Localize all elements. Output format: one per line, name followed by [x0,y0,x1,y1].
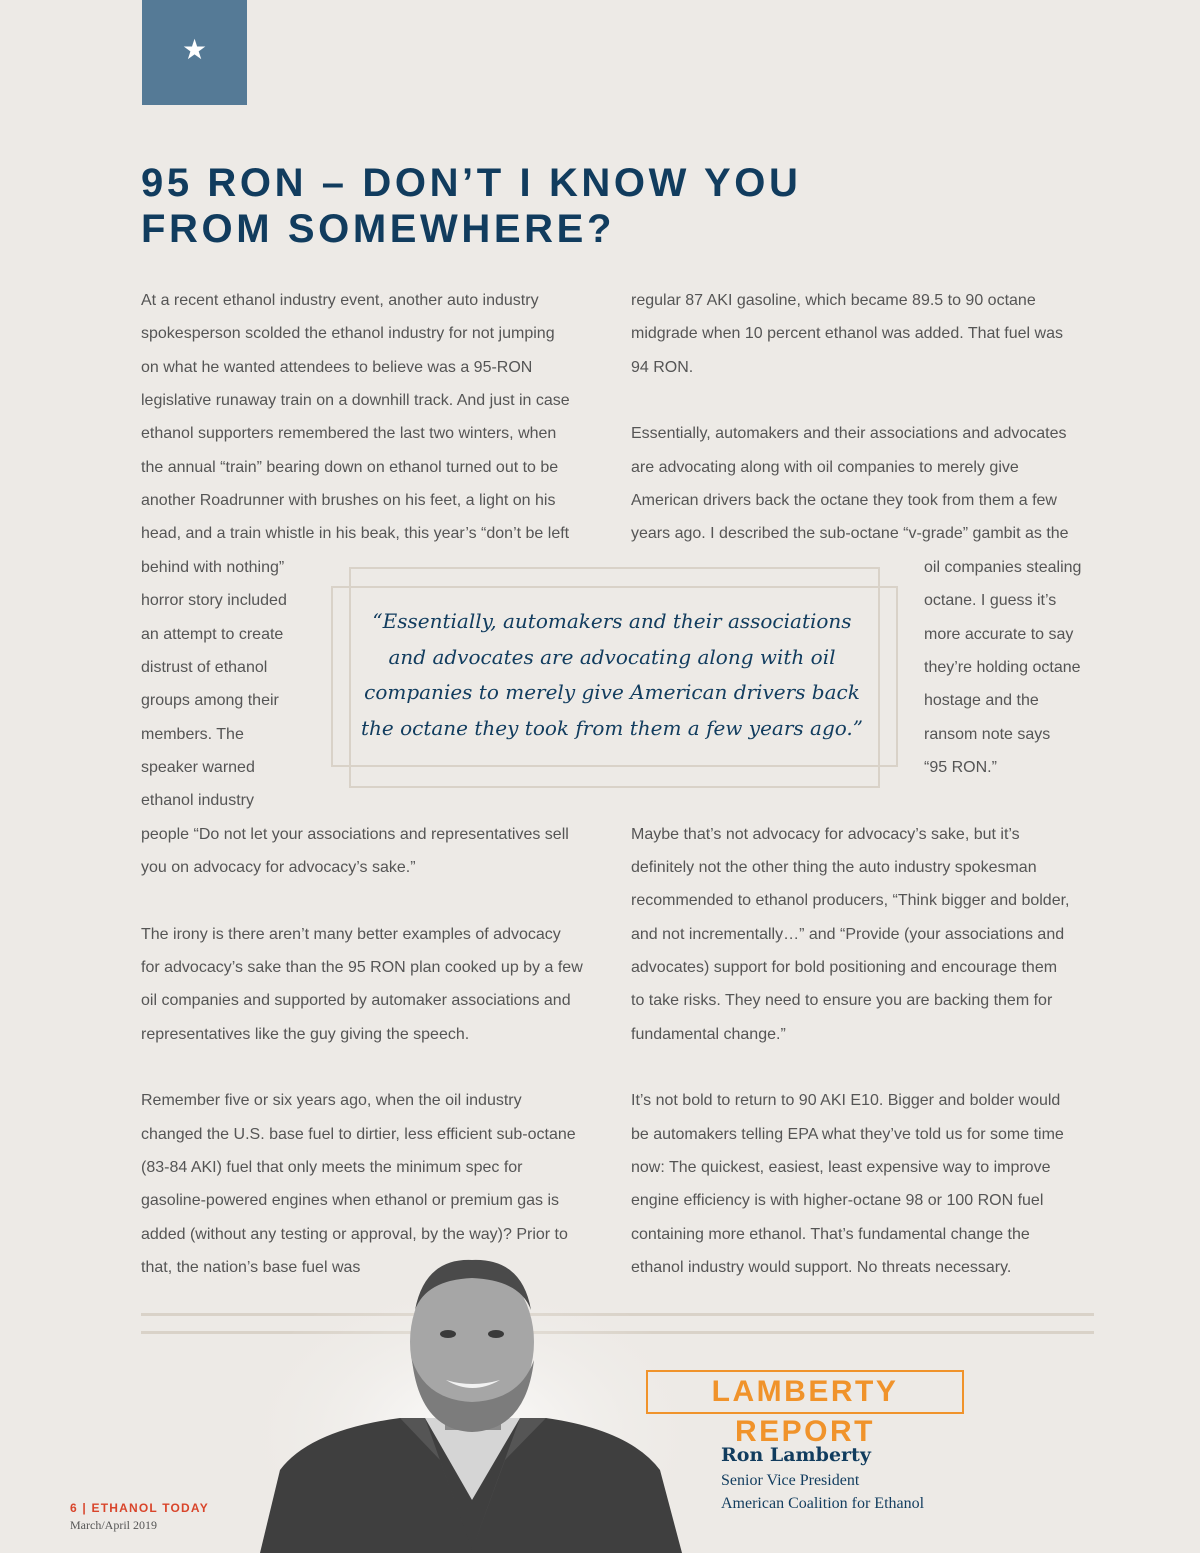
body-line: hostage and the [924,692,1039,710]
column-label-box [646,1370,964,1448]
author-name: Ron Lamberty [721,1444,871,1466]
body-line: to take risks. They need to ensure you are backing them for [631,992,1053,1010]
body-line: definitely not the other thing the auto industry spokesman [631,858,1037,876]
body-line: At a recent ethanol industry event, another auto industry [141,292,539,309]
body-line: oil companies stealing [924,558,1082,576]
body-line: for advocacy’s sake than the 95 RON plan cooked up by a few [141,959,583,976]
body-line: Essentially, automakers and their associations and advocates [631,425,1067,443]
pull-quote: “Essentially, automakers and their associations and advocates are advocating along with oil companies to merely give American drivers back the octane they took from them a few years ago.” [360,609,864,740]
body-line: ethanol industry [141,792,254,810]
body-line: on what he wanted attendees to believe was a 95-RON [141,358,533,376]
body-line: It’s not bold to return to 90 AKI E10. Bigger and bolder would [631,1092,1061,1110]
body-line: Maybe that’s not advocacy for advocacy’s sake, but it’s [631,825,1020,843]
star-icon: ★ [181,33,208,66]
body-line: midgrade when 10 percent ethanol was added. That fuel was [631,325,1063,343]
section-badge [142,0,247,105]
body-line: recommended to ethanol producers, “Think bigger and bolder, [631,892,1070,910]
body-line: gasoline-powered engines when ethanol or premium gas is [141,1192,560,1210]
body-line: people “Do not let your associations and representatives sell [141,825,569,843]
body-line: another Roadrunner with brushes on his feet, a light on his [141,492,556,510]
body-line: ethanol industry would support. No threats necessary. [631,1259,1012,1277]
body-line: engine efficiency is with higher-octane 98 or 100 RON fuel [631,1192,1044,1210]
body-line: you on advocacy for advocacy’s sake.” [141,858,416,876]
body-line: ransom note says [924,725,1051,743]
column-label: LAMBERTY REPORT [711,1375,899,1448]
author-photo [250,1250,698,1553]
body-line: groups among their [141,692,279,710]
body-line: advocates) support for bold positioning and encourage them [631,959,1058,976]
body-line: they’re holding octane [924,658,1081,676]
body-line: spokesperson scolded the ethanol industry for not jumping [141,325,555,343]
body-line: and not incrementally…” and “Provide (your associations and [631,925,1065,943]
body-line: (83-84 AKI) fuel that only meets the minimum spec for [141,1159,523,1177]
body-line: an attempt to create [141,625,284,643]
body-line: fundamental change.” [631,1025,786,1043]
body-line: legislative runaway train on a downhill track. And just in case [141,392,570,410]
body-line: regular 87 AKI gasoline, which became 89.5 to 90 octane [631,292,1036,309]
body-line: behind with nothing” [141,558,285,576]
author-role: Senior Vice President [721,1472,860,1489]
body-line: added (without any testing or approval, by the way)? Prior to [141,1225,568,1243]
body-line: 94 RON. [631,358,694,376]
page-folio: 6 | ETHANOL TODAY [70,1501,209,1515]
body-line: changed the U.S. base fuel to dirtier, less efficient sub-octane [141,1125,576,1143]
body-line: members. The [141,725,244,743]
body-line: American drivers back the octane they took from them a few [631,492,1057,510]
body-line: more accurate to say [924,625,1074,643]
body-line: years ago. I described the sub-octane “v-grade” gambit as the [631,525,1069,543]
body-line: now: The quickest, easiest, least expensive way to improve [631,1159,1051,1177]
body-line: oil companies and supported by automaker associations and [141,992,571,1010]
body-line: The irony is there aren’t many better examples of advocacy [141,925,561,943]
body-line: horror story included [141,592,287,610]
issue-date: March/April 2019 [70,1518,157,1532]
author-org: American Coalition for Ethanol [721,1495,925,1512]
body-line: are advocating along with oil companies to merely give [631,458,1019,476]
body-line: octane. I guess it’s [924,592,1057,610]
body-line: the annual “train” bearing down on ethanol turned out to be [141,458,559,476]
body-line: head, and a train whistle in his beak, this year’s “don’t be left [141,525,570,543]
body-line: “95 RON.” [924,758,997,776]
body-line: distrust of ethanol [141,658,268,676]
body-line: ethanol supporters remembered the last two winters, when [141,425,557,443]
body-line: representatives like the guy giving the speech. [141,1025,470,1043]
body-line: be automakers telling EPA what they’ve told us for some time [631,1125,1064,1143]
body-line: containing more ethanol. That’s fundamental change the [631,1225,1030,1243]
body-line: Remember five or six years ago, when the oil industry [141,1092,522,1110]
body-line: that, the nation’s base fuel was [141,1259,361,1277]
body-line: speaker warned [141,758,255,776]
article-title: 95 RON – DON’T I KNOW YOU FROM SOMEWHERE? [141,161,802,251]
